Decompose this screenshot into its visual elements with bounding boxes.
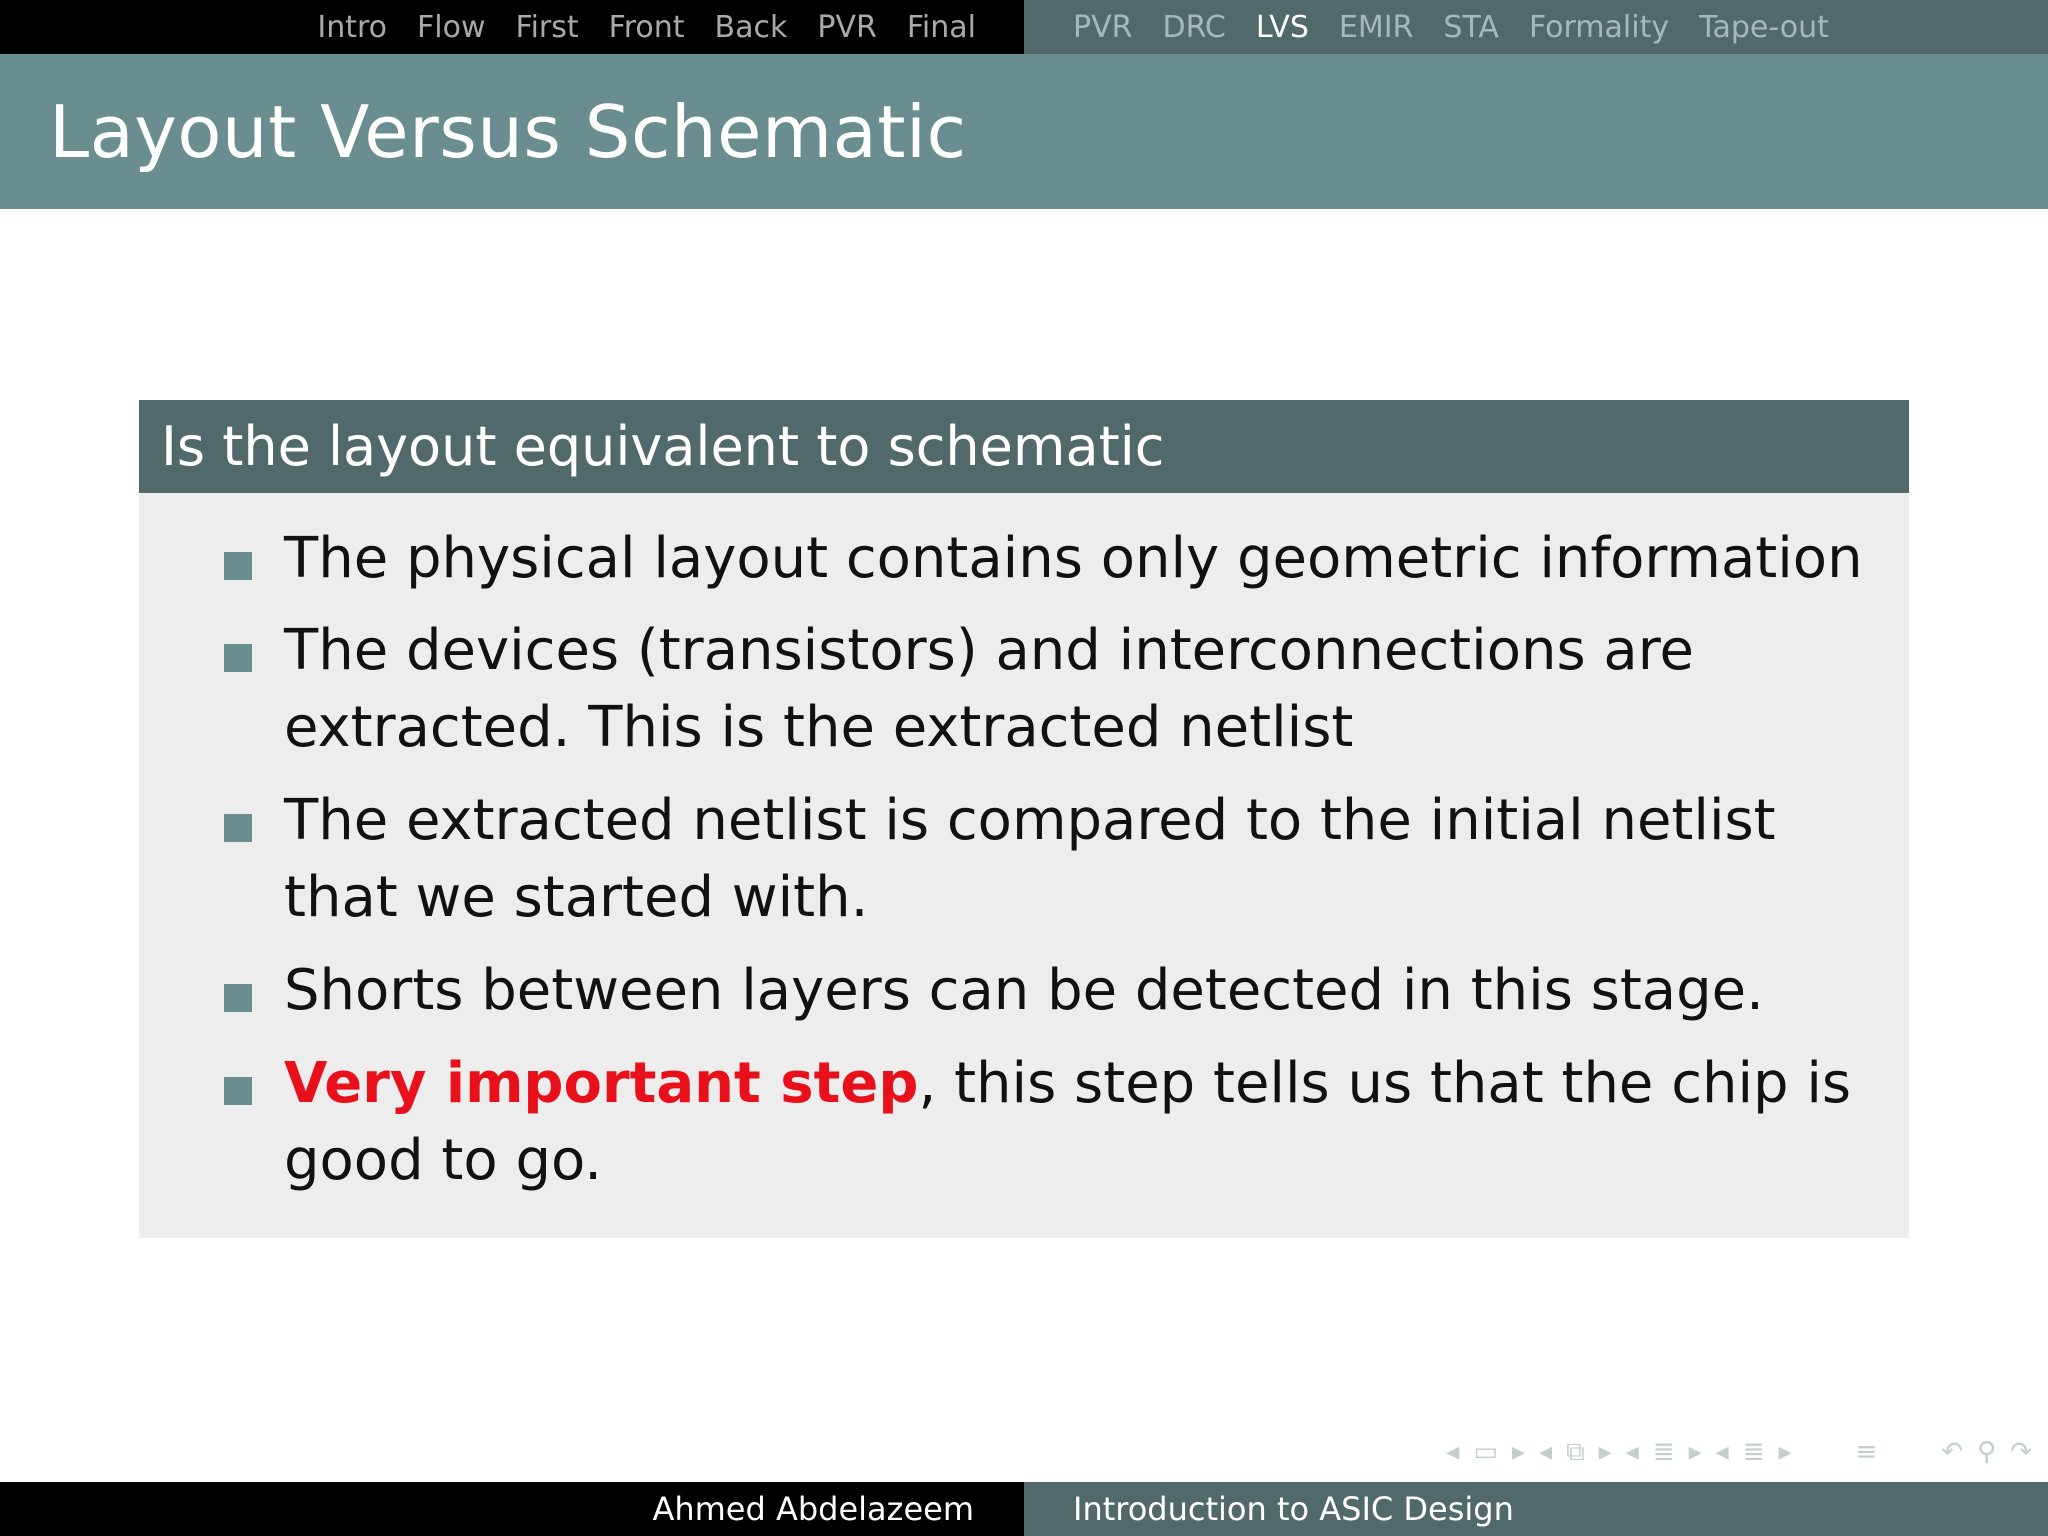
arrow-right-icon[interactable]: ▸	[1688, 1437, 1702, 1467]
beamer-navigation-icons	[1446, 1432, 2032, 1472]
bullet-square-icon	[224, 552, 252, 580]
subsection-nav	[1024, 0, 2048, 54]
frame-icon[interactable]: ▭	[1473, 1437, 1498, 1467]
arrow-left-icon[interactable]: ◂	[1539, 1437, 1553, 1467]
bullet-square-icon	[224, 814, 252, 842]
nav-section-pvr[interactable]: PVR	[817, 9, 877, 45]
bullet-square-icon	[224, 1077, 252, 1105]
emphasis-text: Very important step	[284, 1051, 919, 1116]
footer-course-box	[1024, 1482, 2048, 1536]
bullet-square-icon	[224, 984, 252, 1012]
subsection-icon[interactable]: ≣	[1652, 1437, 1675, 1467]
slide-title: Layout Versus Schematic	[49, 89, 967, 174]
bullet-square-icon	[224, 644, 252, 672]
list-item-text: The extracted netlist is compared to the initial netlist that we started with.	[284, 788, 1776, 930]
arrow-left-icon[interactable]: ◂	[1625, 1437, 1639, 1467]
list-item-tail: , this step tells us that the chip is good to go.	[284, 1051, 1852, 1193]
nav-section-intro[interactable]: Intro	[317, 9, 388, 45]
nav-section-front[interactable]: Front	[608, 9, 685, 45]
list-item-text: The devices (transistors) and interconnections are extracted. This is the extracted netlist	[284, 618, 1694, 760]
content-block	[139, 400, 1909, 1238]
search-icon[interactable]: ⚲	[1977, 1437, 1997, 1467]
nav-subsection-formality[interactable]: Formality	[1528, 9, 1670, 45]
nav-subsection-emir[interactable]: EMIR	[1338, 9, 1414, 45]
nav-section-final[interactable]: Final	[906, 9, 976, 45]
list-item-text: Shorts between layers can be detected in this stage.	[284, 958, 1764, 1023]
redo-icon[interactable]: ↷	[2010, 1437, 2032, 1467]
nav-subsection-tapeout[interactable]: Tape-out	[1699, 9, 1829, 45]
nav-section-flow[interactable]: Flow	[417, 9, 486, 45]
nav-section-first[interactable]: First	[515, 9, 579, 45]
nav-subsection-pvr[interactable]: PVR	[1073, 9, 1133, 45]
footer	[0, 1482, 2048, 1536]
footer-author-box	[0, 1482, 1024, 1536]
nav-subsection-drc[interactable]: DRC	[1162, 9, 1226, 45]
block-header	[139, 400, 1909, 493]
slide-title-bar	[0, 54, 2048, 209]
arrow-right-icon[interactable]: ▸	[1598, 1437, 1612, 1467]
nav-section-back[interactable]: Back	[714, 9, 788, 45]
footer-course: Introduction to ASIC Design	[1073, 1490, 1514, 1528]
arrow-right-icon[interactable]: ▸	[1511, 1437, 1526, 1467]
top-navigation	[0, 0, 2048, 54]
arrow-left-icon[interactable]: ◂	[1715, 1437, 1729, 1467]
nav-subsection-sta[interactable]: STA	[1443, 9, 1499, 45]
nav-subsection-lvs[interactable]: LVS	[1255, 9, 1309, 45]
list-item-text	[284, 1045, 1884, 1199]
outline-icon[interactable]: ≡	[1855, 1437, 1878, 1467]
section-icon[interactable]: ≣	[1742, 1437, 1765, 1467]
arrow-left-icon[interactable]: ◂	[1446, 1437, 1460, 1467]
list-item-text: The physical layout contains only geometric information	[284, 526, 1863, 591]
block-title: Is the layout equivalent to schematic	[161, 415, 1165, 478]
frames-icon[interactable]: ⧉	[1566, 1436, 1585, 1467]
section-nav	[0, 0, 1024, 54]
footer-author: Ahmed Abdelazeem	[652, 1490, 974, 1528]
undo-icon[interactable]: ↶	[1941, 1437, 1964, 1467]
arrow-right-icon[interactable]: ▸	[1778, 1437, 1792, 1467]
